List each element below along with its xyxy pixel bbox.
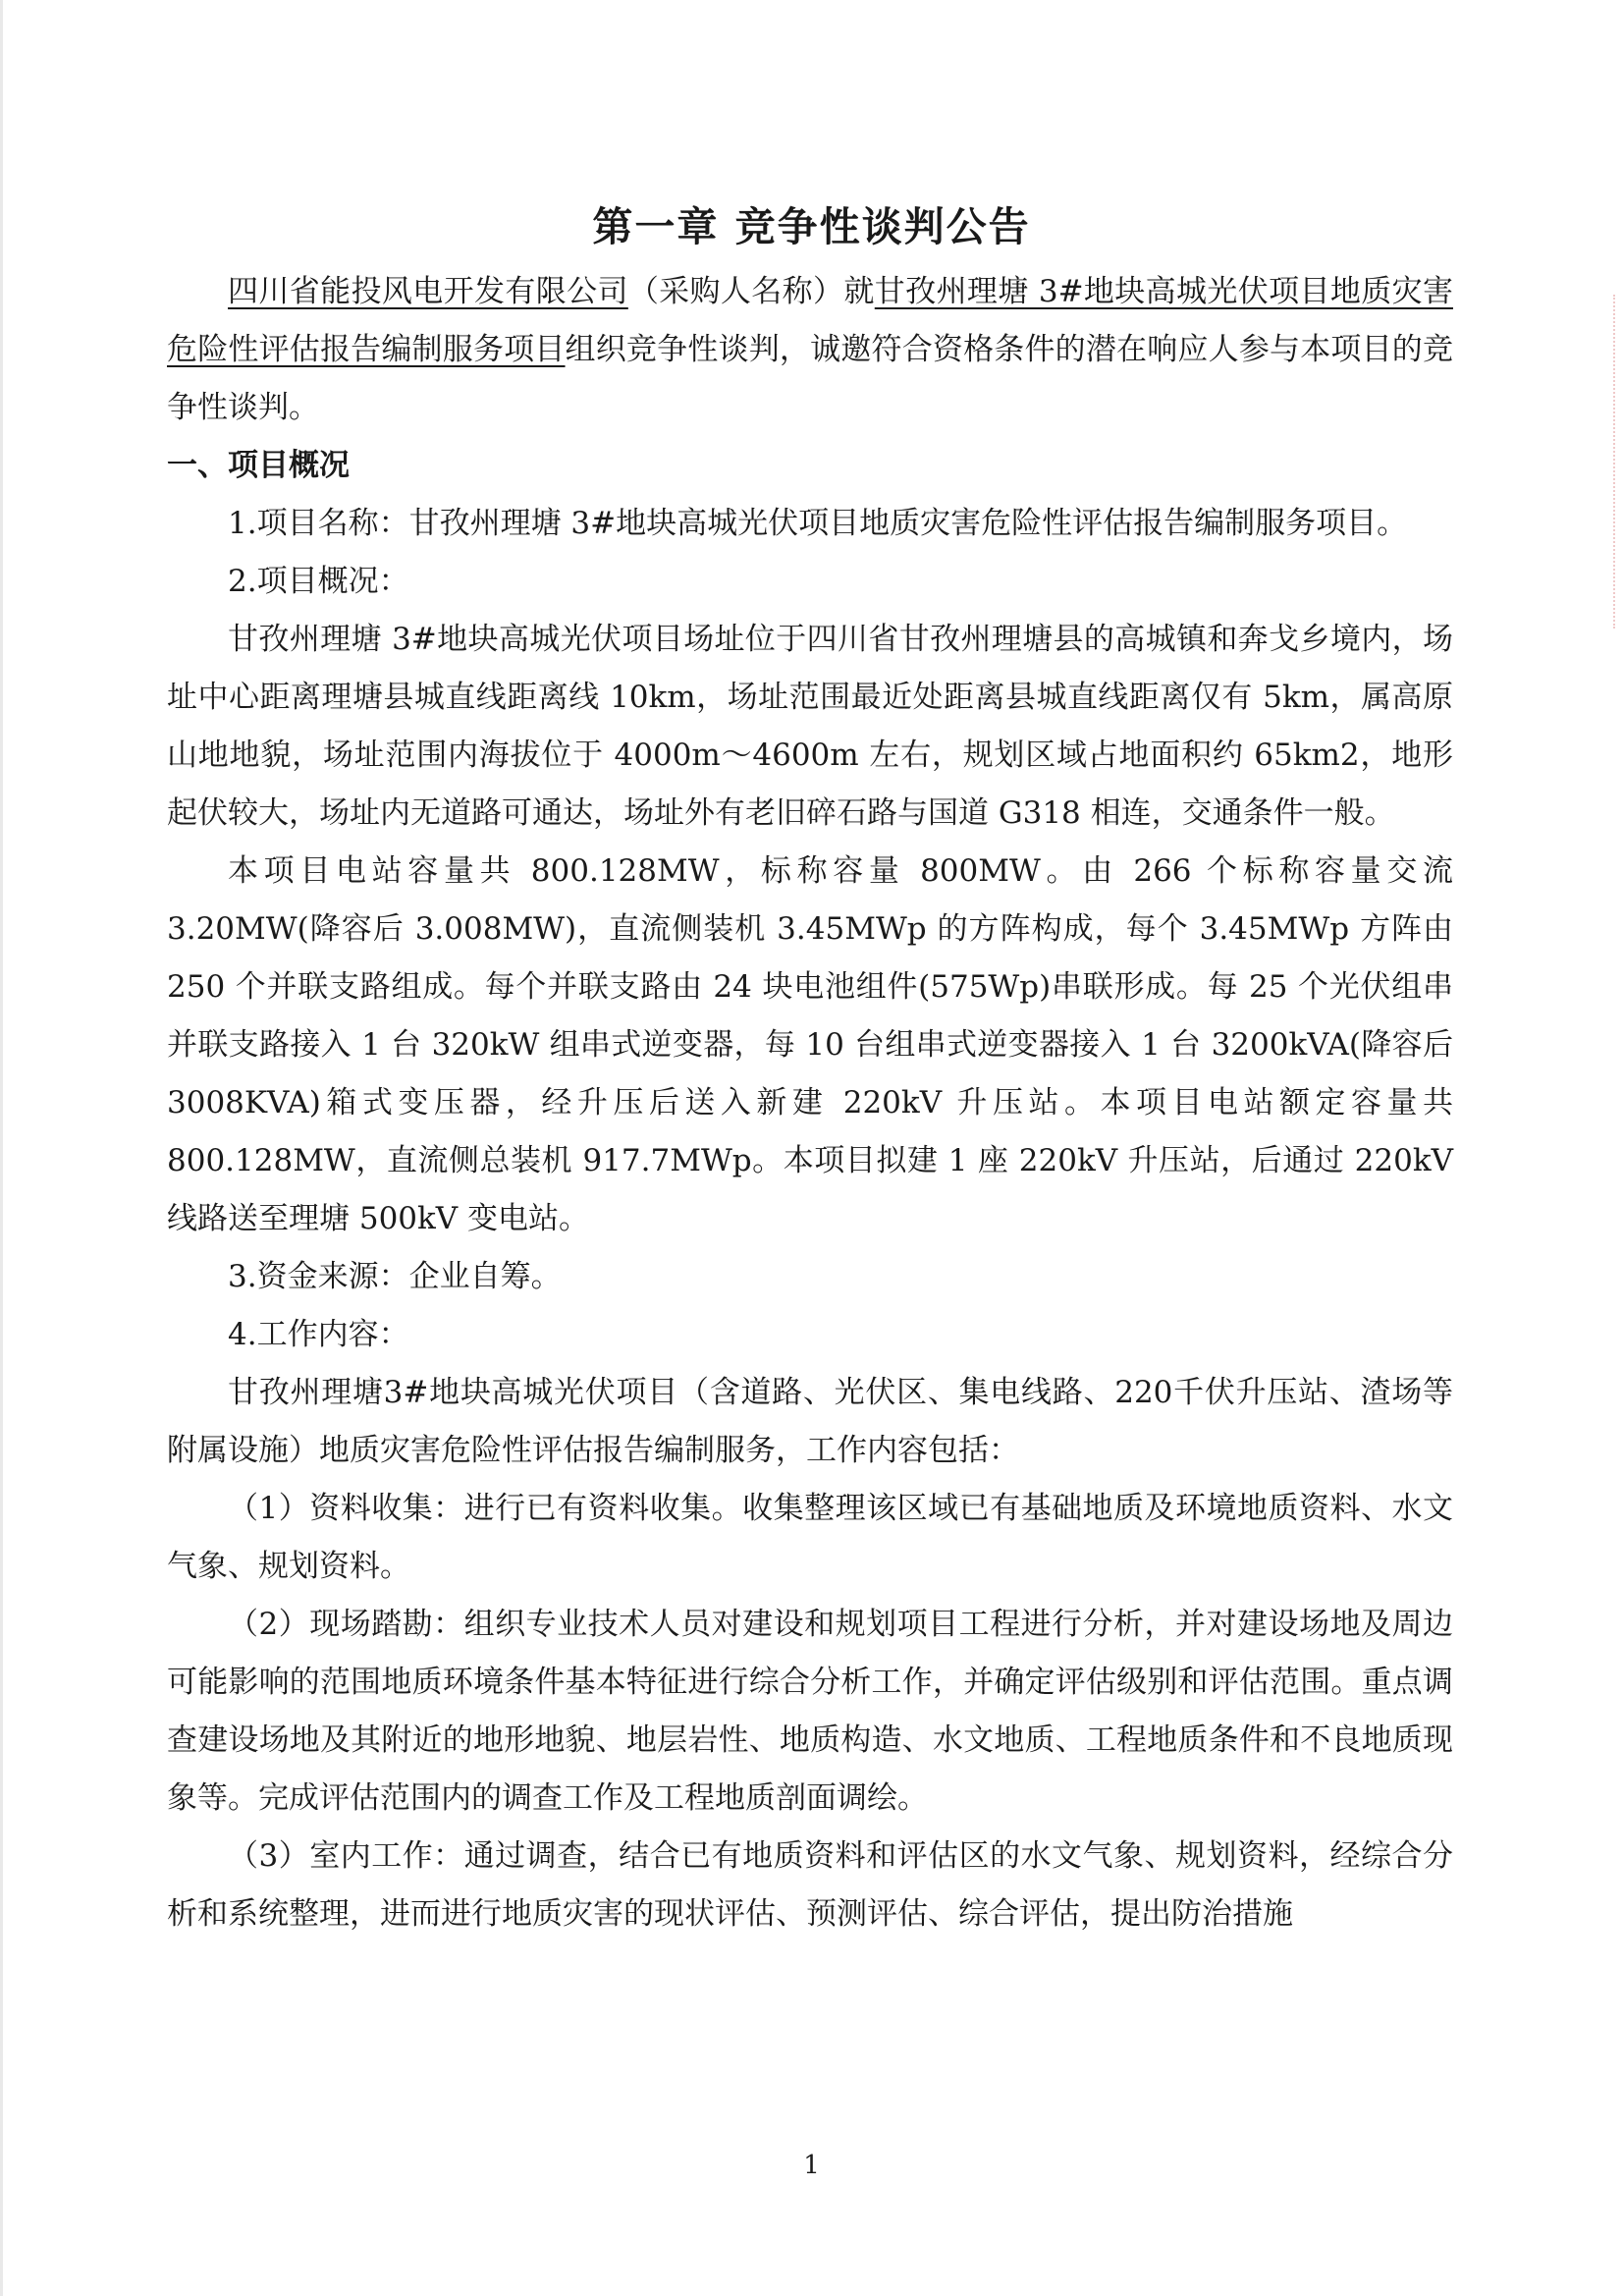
section-heading: 一、项目概况	[167, 448, 350, 483]
item-funding: 3.资金来源：企业自筹。	[228, 1259, 562, 1294]
work-content-paragraph: 甘孜州理塘3#地块高城光伏项目（含道路、光伏区、集电线路、220千伏升压站、渣场等附属设施）地质灾害危险性评估报告编制服务，工作内容包括：	[167, 1375, 1453, 1468]
intro-paragraph	[167, 263, 1453, 437]
project-name: 甘孜州理塘 3#地块高城光伏项目地质灾害危险性评估报告编制服务项目	[167, 274, 1453, 367]
item-overview-label: 2.项目概况：	[228, 564, 409, 599]
work-item-1: （1）资料收集：进行已有资料收集。收集整理该区域已有基础地质及环境地质资料、水文气象、规划资料。	[167, 1491, 1453, 1584]
overview-paragraph-2: 本项目电站容量共 800.128MW，标称容量 800MW。由 266 个标称容量交流 3.20MW(降容后 3.008MW)，直流侧装机 3.45MWp 的方阵构成，每个 3.45MWp 方阵由 250 个并联支路组成。每个并联支路由 24 块电池组件(575Wp)串联形成。每 25 个光伏组串并联支路接入 1 台 320kW 组串式逆变器，每 10 台组串式逆变器接入 1 台 3200kVA(降容后 3008KVA)箱式变压器，经升压后送入新建 220kV 升压站。本项目电站额定容量共 800.128MW，直流侧总装机 917.7MWp。本项目拟建 1 座 220kV 升压站，后通过 220kV 线路送至理塘 500kV 变电站。	[167, 853, 1453, 1236]
item-work-label: 4.工作内容：	[228, 1317, 409, 1352]
page-number: 1	[803, 2151, 820, 2180]
purchaser-note: （采购人名称）就	[627, 274, 875, 309]
item-project-name: 1.项目名称：甘孜州理塘 3#地块高城光伏项目地质灾害危险性评估报告编制服务项目。	[228, 506, 1408, 541]
purchaser-name: 四川省能投风电开发有限公司	[228, 274, 628, 309]
binding-edge-marks	[1609, 295, 1615, 629]
intro-tail: 组织竞争性谈判，诚邀符合资格条件的潜在响应人参与本项目的竞争性谈判。	[167, 332, 1454, 425]
work-item-2: （2）现场踏勘：组织专业技术人员对建设和规划项目工程进行分析，并对建设场地及周边可能影响的范围地质环境条件基本特征进行综合分析工作，并确定评估级别和评估范围。重点调查建设场地及其附近的地形地貌、地层岩性、地质构造、水文地质、工程地质条件和不良地质现象等。完成评估范围内的调查工作及工程地质剖面调绘。	[167, 1607, 1453, 1816]
scan-edge-shadow	[0, 0, 3, 2296]
work-item-3: （3）室内工作：通过调查，结合已有地质资料和评估区的水文气象、规划资料，经综合分析和系统整理，进而进行地质灾害的现状评估、预测评估、综合评估，提出防治措施	[167, 1838, 1453, 1932]
overview-paragraph-1: 甘孜州理塘 3#地块高城光伏项目场址位于四川省甘孜州理塘县的高城镇和奔戈乡境内，场址中心距离理塘县城直线距离线 10km，场址范围最近处距离县城直线距离仅有 5km，属高原山地地貌，场址范围内海拔位于 4000m～4600m 左右，规划区域占地面积约 65km2，地形起伏较大，场址内无道路可通达，场址外有老旧碎石路与国道 G318 相连，交通条件一般。	[167, 622, 1453, 831]
chapter-title: 第一章 竞争性谈判公告	[592, 203, 1031, 250]
body-text	[167, 263, 1453, 1943]
